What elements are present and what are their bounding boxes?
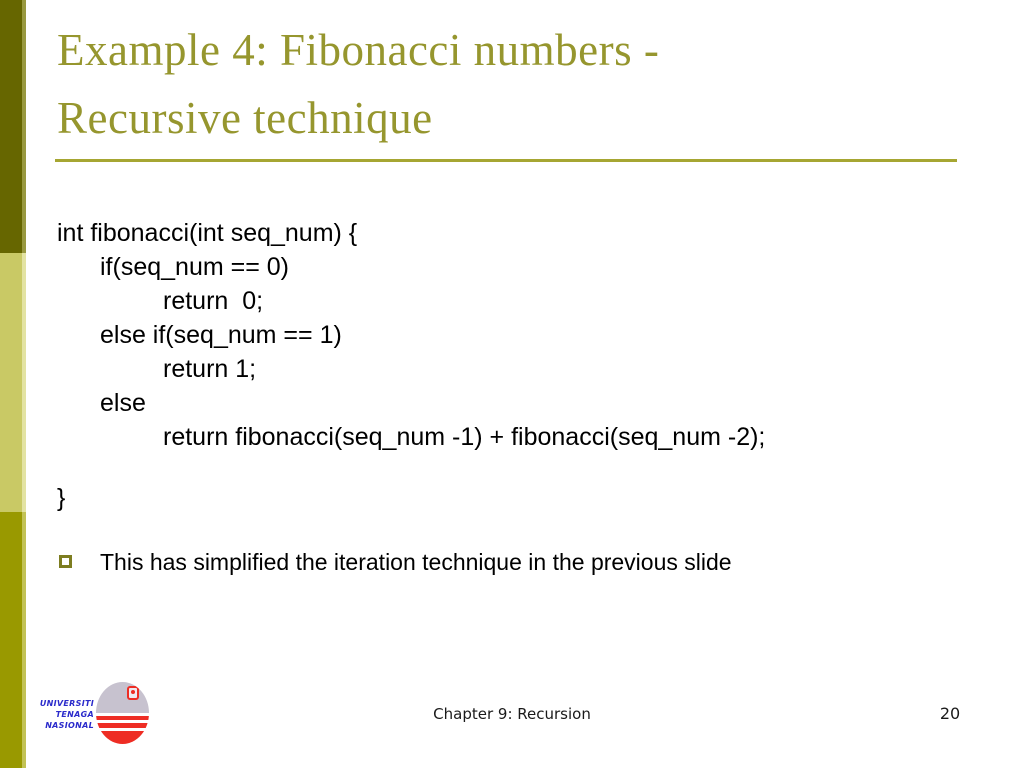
logo-emblem-icon (127, 686, 139, 700)
code-line: if(seq_num == 0) (100, 253, 289, 281)
slide-edge-decoration (0, 0, 26, 768)
code-line: } (57, 484, 66, 512)
code-line: return 1; (163, 355, 257, 383)
logo-text-line3: NASIONAL (45, 721, 94, 730)
code-line: else (100, 389, 146, 417)
logo-text-line2: TENAGA (55, 710, 94, 719)
title-underline (55, 159, 957, 162)
footer-chapter: Chapter 9: Recursion (433, 705, 591, 723)
code-line: int fibonacci(int seq_num) { (57, 219, 358, 247)
code-line (57, 454, 957, 481)
slide-title (57, 16, 967, 152)
code-line: return 0; (163, 287, 264, 315)
bullet-square-icon (59, 555, 72, 568)
bullet-item (59, 548, 959, 576)
code-line: else if(seq_num == 1) (100, 321, 342, 349)
bullet-text: This has simplified the iteration technique in the previous slide (100, 549, 732, 575)
slide-title-line1: Example 4: Fibonacci numbers - (57, 25, 660, 75)
slide-title-line2: Recursive technique (57, 93, 433, 143)
edge-band-dark (0, 0, 26, 253)
code-block (57, 216, 957, 515)
edge-band-olive (0, 512, 26, 768)
edge-band-light (0, 253, 26, 512)
logo-text-line1: UNIVERSITI (39, 699, 94, 708)
code-line: return fibonacci(seq_num -1) + fibonacci(seq_num -2); (163, 423, 766, 451)
page-number: 20 (939, 704, 961, 723)
